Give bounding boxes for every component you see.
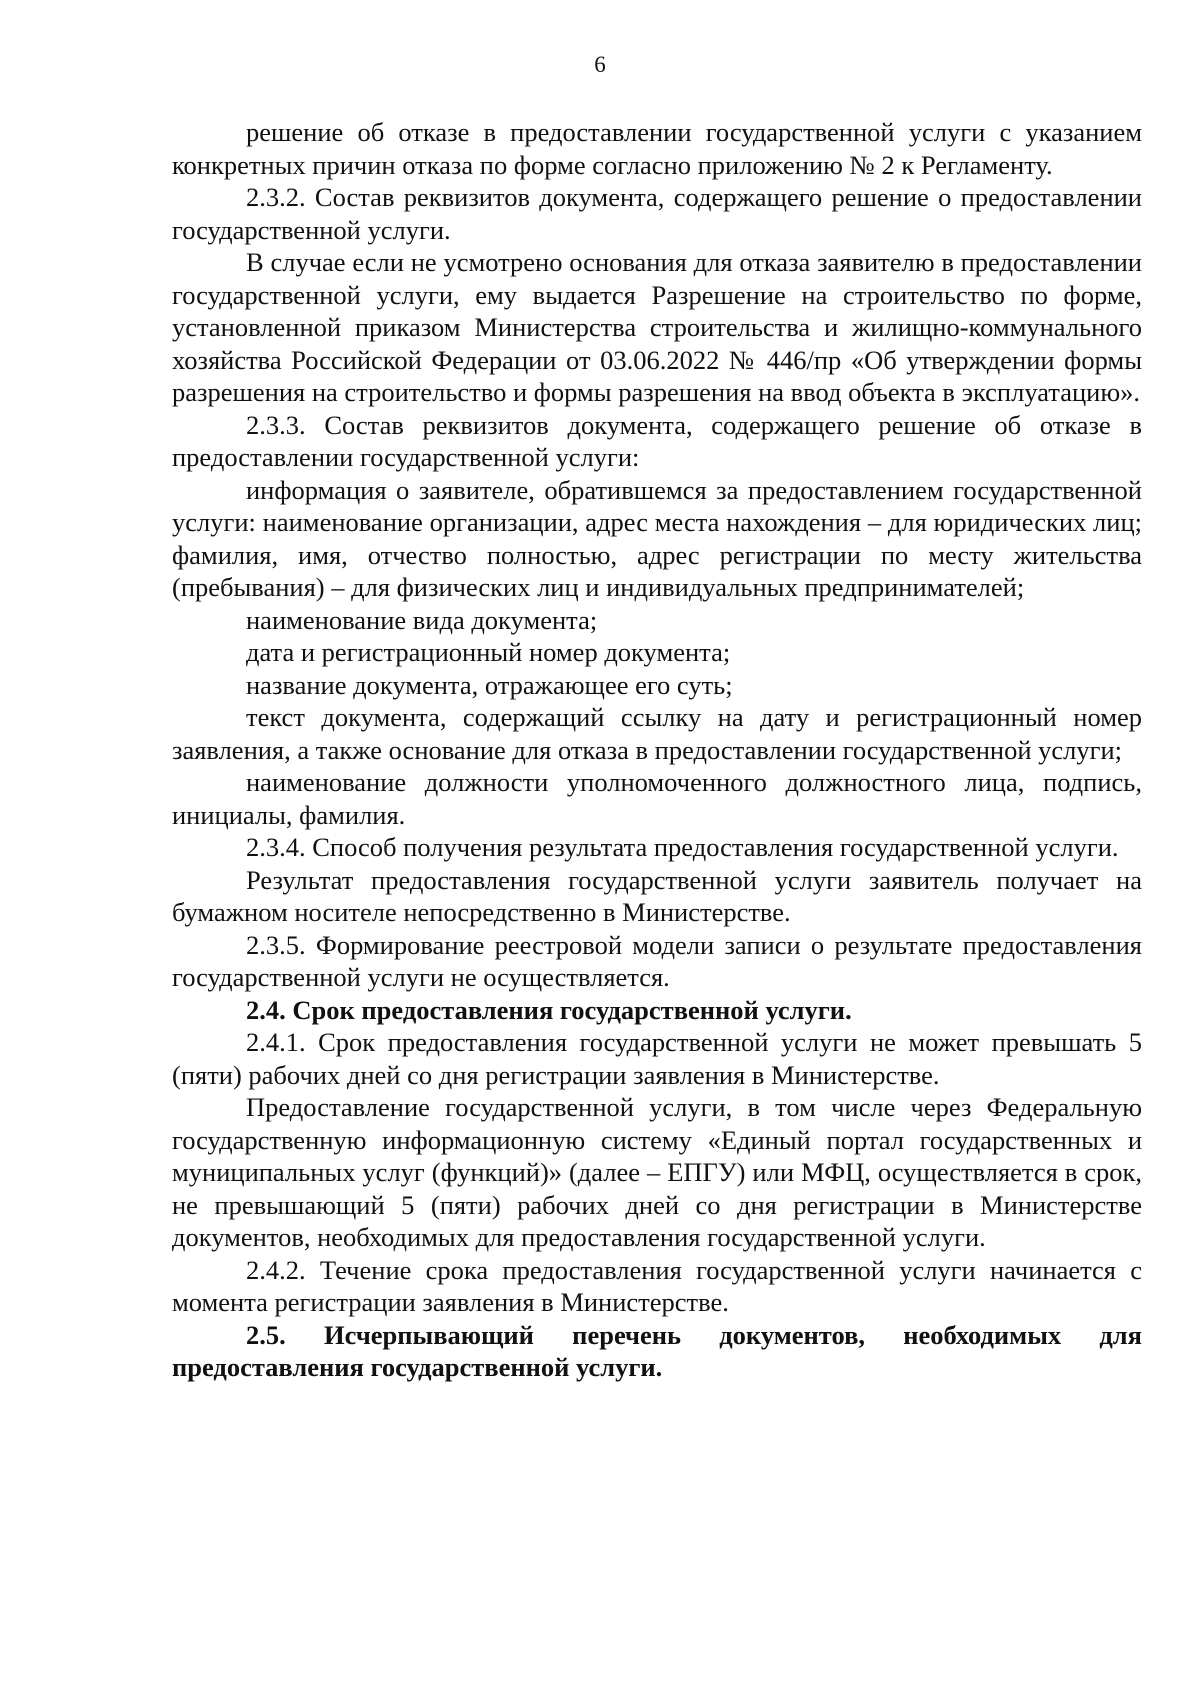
paragraph: В случае если не усмотрено основания для отказа заявителю в предоставлении государственной услуги, ему выдается Разрешение на строительство по форме, установленной приказом Министерства строительства и жилищно-коммунального хозяйства Российской Федерации от 03.06.2022 № 446/пр «Об утверждении формы разрешения на строительство и формы разрешения на ввод объекта в эксплуатацию».	[172, 247, 1142, 407]
paragraph: 2.3.4. Способ получения результата предоставления государственной услуги.	[246, 832, 1119, 862]
paragraph: Результат предоставления государственной услуги заявитель получает на бумажном носителе непосредственно в Министерстве.	[172, 864, 1142, 927]
paragraph: 2.3.3. Состав реквизитов документа, содержащего решение об отказе в предоставлении государственной услуги:	[172, 409, 1142, 472]
paragraph: наименование должности уполномоченного должностного лица, подпись, инициалы, фамилия.	[172, 767, 1142, 830]
paragraph: наименование вида документа;	[246, 604, 598, 635]
paragraph: 2.3.2. Состав реквизитов документа, содержащего решение о предоставлении государственной услуги.	[172, 182, 1142, 245]
paragraph: текст документа, содержащий ссылку на дату и регистрационный номер заявления, а также основание для отказа в предоставлении государственной услуги;	[172, 702, 1142, 765]
paragraph: 2.3.5. Формирование реестровой модели записи о результате предоставления государственной услуги не осуществляется.	[172, 929, 1142, 992]
paragraph: Предоставление государственной услуги, в том числе через Федеральную государственную информационную систему «Единый портал государственных и муниципальных услуг (функций)» (далее – ЕПГУ) или МФЦ, осуществляется в срок, не превышающий 5 (пяти) рабочих дней со дня регистрации в Министерстве документов, необходимых для предоставления государственной услуги.	[172, 1092, 1142, 1252]
paragraph: информация о заявителе, обратившемся за предоставлением государственной услуги: наименование организации, адрес места нахождения – для юридических лиц; фамилия, имя, отчество полностью, адрес регистрации по месту жительства (пребывания) – для физических лиц и индивидуальных предпринимателей;	[172, 474, 1142, 602]
section-heading: 2.5. Исчерпывающий перечень документов, необходимых для предоставления государственной услуги.	[172, 1319, 1142, 1382]
paragraph: 2.4.2. Течение срока предоставления государственной услуги начинается с момента регистрации заявления в Министерстве.	[172, 1254, 1142, 1317]
document-body	[172, 116, 1142, 1384]
paragraph: 2.4.1. Срок предоставления государственной услуги не может превышать 5 (пяти) рабочих дней со дня регистрации заявления в Министерстве.	[172, 1027, 1142, 1090]
page-number: 6	[594, 52, 606, 77]
section-heading: 2.4. Срок предоставления государственной услуги.	[246, 994, 852, 1025]
paragraph: дата и регистрационный номер документа;	[246, 637, 731, 667]
paragraph: решение об отказе в предоставлении государственной услуги с указанием конкретных причин отказа по форме согласно приложению № 2 к Регламенту.	[172, 117, 1142, 180]
paragraph: название документа, отражающее его суть;	[246, 669, 733, 700]
